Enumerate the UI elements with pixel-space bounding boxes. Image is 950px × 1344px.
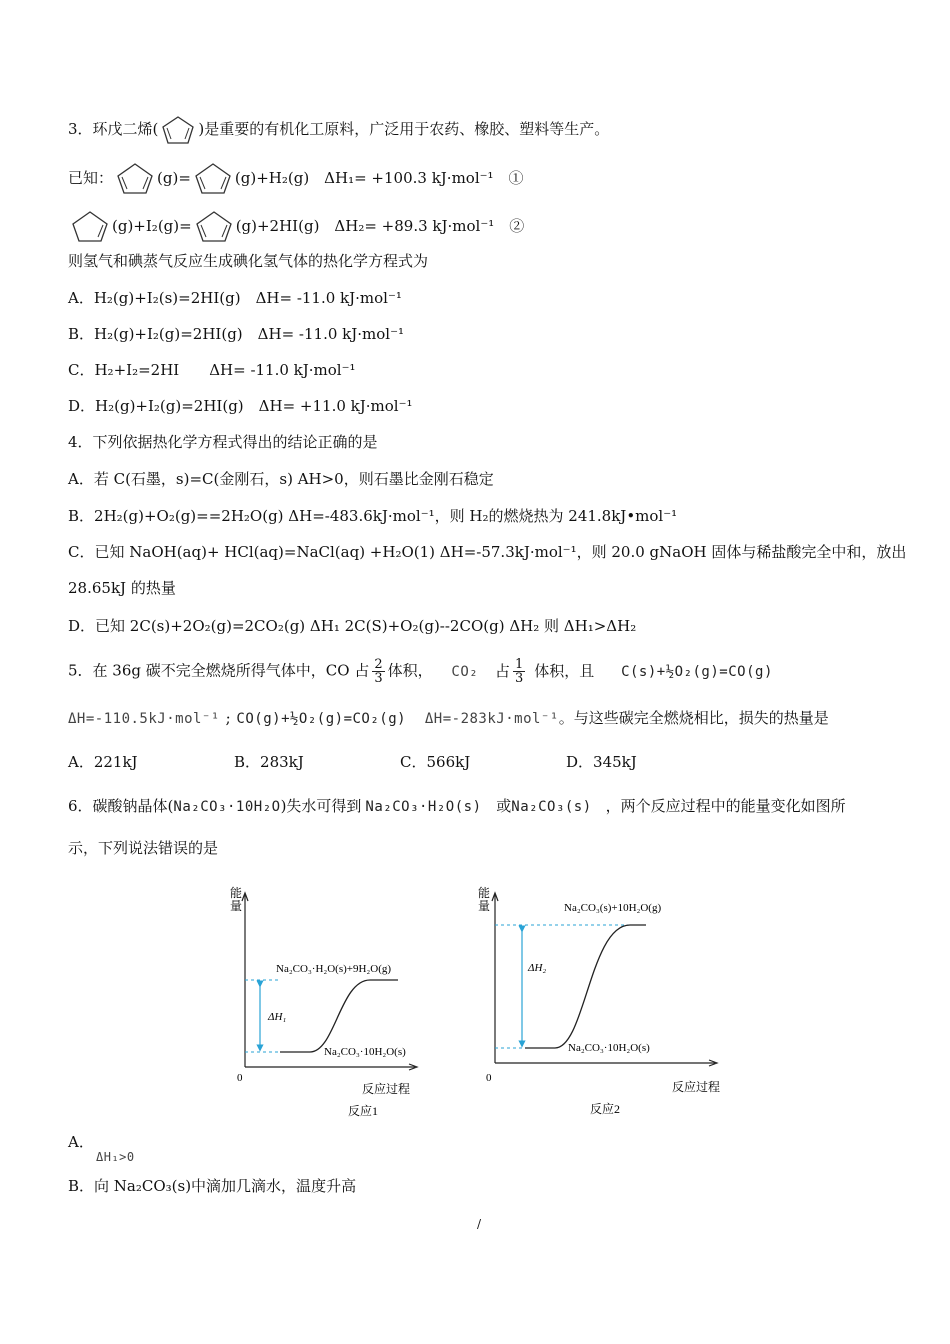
q4-stem: 4．下列依据热化学方程式得出的结论正确的是 [68, 433, 378, 451]
y-axis-label: 能量 [478, 886, 491, 913]
dh-value-2: ΔH=-283kJ·mol⁻¹ [424, 711, 559, 727]
energy-diagram-reaction-2 [470, 885, 720, 1120]
formula-anhydrous: Na₂CO₃(s) [511, 799, 592, 815]
q3-option-c: C．H₂+I₂=2HI ΔH= -11.0 kJ·mol⁻¹ [68, 361, 356, 379]
energy-diagram-reaction-1 [220, 885, 420, 1120]
q5-options [68, 752, 637, 772]
q5-option-a: A．221kJ [68, 753, 138, 771]
x-axis-label: 反应过程 [361, 1082, 410, 1096]
fraction-two-thirds: $\frac{2}{3}$ [374, 657, 383, 686]
q6-stem-line1: 6．碳酸钠晶体(Na₂CO₃·10H₂O)失水可得到 Na₂CO₃·H₂O(s) 或Na₂CO₃(s) ，两个反应过程中的能量变化如图所 [68, 797, 846, 815]
chart1-caption: 反应1 [348, 1104, 379, 1118]
formula-decahydrate: Na₂CO₃·10H₂O [173, 799, 281, 815]
delta-h1-label: ΔH₁ [268, 1011, 287, 1023]
energy-curve-1 [280, 980, 398, 1052]
delta-h2-label: ΔH₂ [528, 962, 547, 974]
q3-eq2: (g)+I₂(g)= (g)+2HI(g) ΔH₂= +89.3 kJ·mol⁻¹ ② [68, 208, 524, 246]
q6-stem-line2: 示，下列说法错误的是 [68, 839, 219, 857]
q4-option-c-line1: C．已知 NaOH(aq)+ HCl(aq)=NaCl(aq) +H₂O(1) ΔH=-57.3kJ·mol⁻¹，则 20.0 gNaOH 固体与稀盐酸完全中和，放出 [68, 543, 907, 561]
cyclopentadiene-product-icon [191, 160, 235, 198]
q3-stem: 3．环戊二烯( )是重要的有机化工原料，广泛用于农药、橡胶、塑料等生产。 [68, 112, 609, 148]
q3-option-d: D．H₂(g)+I₂(g)=2HI(g) ΔH= +11.0 kJ·mol⁻¹ [68, 397, 413, 415]
q4-option-a: A．若 C(石墨，s)=C(金刚石，s) AH>0，则石墨比金刚石稳定 [68, 470, 494, 488]
q6-option-b: B．向 Na₂CO₃(s)中滴加几滴水，温度升高 [68, 1177, 357, 1195]
q6-option-a-formula: ΔH₁>0 [96, 1150, 135, 1164]
origin-label: 0 [237, 1072, 243, 1084]
origin-label: 0 [486, 1072, 492, 1084]
q6-option-a-label: A． [68, 1133, 94, 1151]
q3-eq1: 已知： (g)= (g)+H₂(g) ΔH₁= +100.3 kJ·mol⁻¹ ① [68, 160, 524, 198]
carbon-combustion-equation: C(s)+½O₂(g)=CO(g) [621, 663, 773, 680]
q5-option-b: B．283kJ [234, 753, 304, 771]
energy-curve-2 [525, 925, 646, 1048]
chart2-caption: 反应2 [590, 1102, 621, 1116]
upper-level-label: Na₂CO₃·H₂O(s)+9H₂O(g) [276, 963, 392, 975]
q3-question: 则氢气和碘蒸气反应生成碘化氢气体的热化学方程式为 [68, 252, 429, 270]
cyclopentadiene-icon [158, 112, 198, 148]
dh-value-1: ΔH=-110.5kJ·mol⁻¹ [68, 711, 220, 727]
q3-option-a: A．H₂(g)+I₂(s)=2HI(g) ΔH= -11.0 kJ·mol⁻¹ [68, 289, 402, 307]
q4-option-b: B．2H₂(g)+O₂(g)==2H₂O(g) ΔH=-483.6kJ·mol⁻¹，则 H₂的燃烧热为 241.8kJ•mol⁻¹ [68, 507, 678, 525]
cyclopentadiene-icon [113, 160, 157, 198]
q5-option-d: D．345kJ [566, 753, 637, 771]
q4-option-c-line2: 28.65kJ 的热量 [68, 579, 176, 597]
q5-stem-line1: 5．在 36g 碳不完全燃烧所得气体中，CO 占 $\frac{2}{3}$ 体积， CO₂ 占 $\frac{1}{3}$ 体积，且 C(s)+½O₂(g)=CO(g) [68, 657, 773, 686]
q5-stem-line2: ΔH=-110.5kJ·mol⁻¹ ; CO(g)+½O₂(g)=CO₂(g) ΔH=-283kJ·mol⁻¹。与这些碳完全燃烧相比，损失的热量是 [68, 709, 829, 727]
q4-option-d: D．已知 2C(s)+2O₂(g)=2CO₂(g) ΔH₁ 2C(S)+O₂(g)--2CO(g) ΔH₂ 则 ΔH₁>ΔH₂ [68, 617, 637, 635]
fraction-one-third: $\frac{1}{3}$ [515, 657, 524, 686]
lower-level-label: Na₂CO₃·10H₂O(s) [568, 1042, 650, 1054]
x-axis-label: 反应过程 [671, 1080, 720, 1094]
formula-monohydrate: Na₂CO₃·H₂O(s) [365, 799, 482, 815]
co2-formula: CO₂ [451, 663, 479, 680]
co-combustion-equation: CO(g)+½O₂(g)=CO₂(g) [236, 711, 407, 727]
cyclopentadiene-icon [192, 208, 236, 246]
lower-level-label: Na₂CO₃·10H₂O(s) [324, 1046, 406, 1058]
upper-level-label: Na₂CO₃(s)+10H₂O(g) [564, 902, 662, 914]
q5-option-c: C．566kJ [400, 753, 471, 771]
y-axis-label: 能量 [230, 886, 243, 913]
page-footer: / [477, 1217, 482, 1231]
q3-option-b: B．H₂(g)+I₂(g)=2HI(g) ΔH= -11.0 kJ·mol⁻¹ [68, 325, 404, 343]
cyclopentene-icon [68, 208, 112, 246]
